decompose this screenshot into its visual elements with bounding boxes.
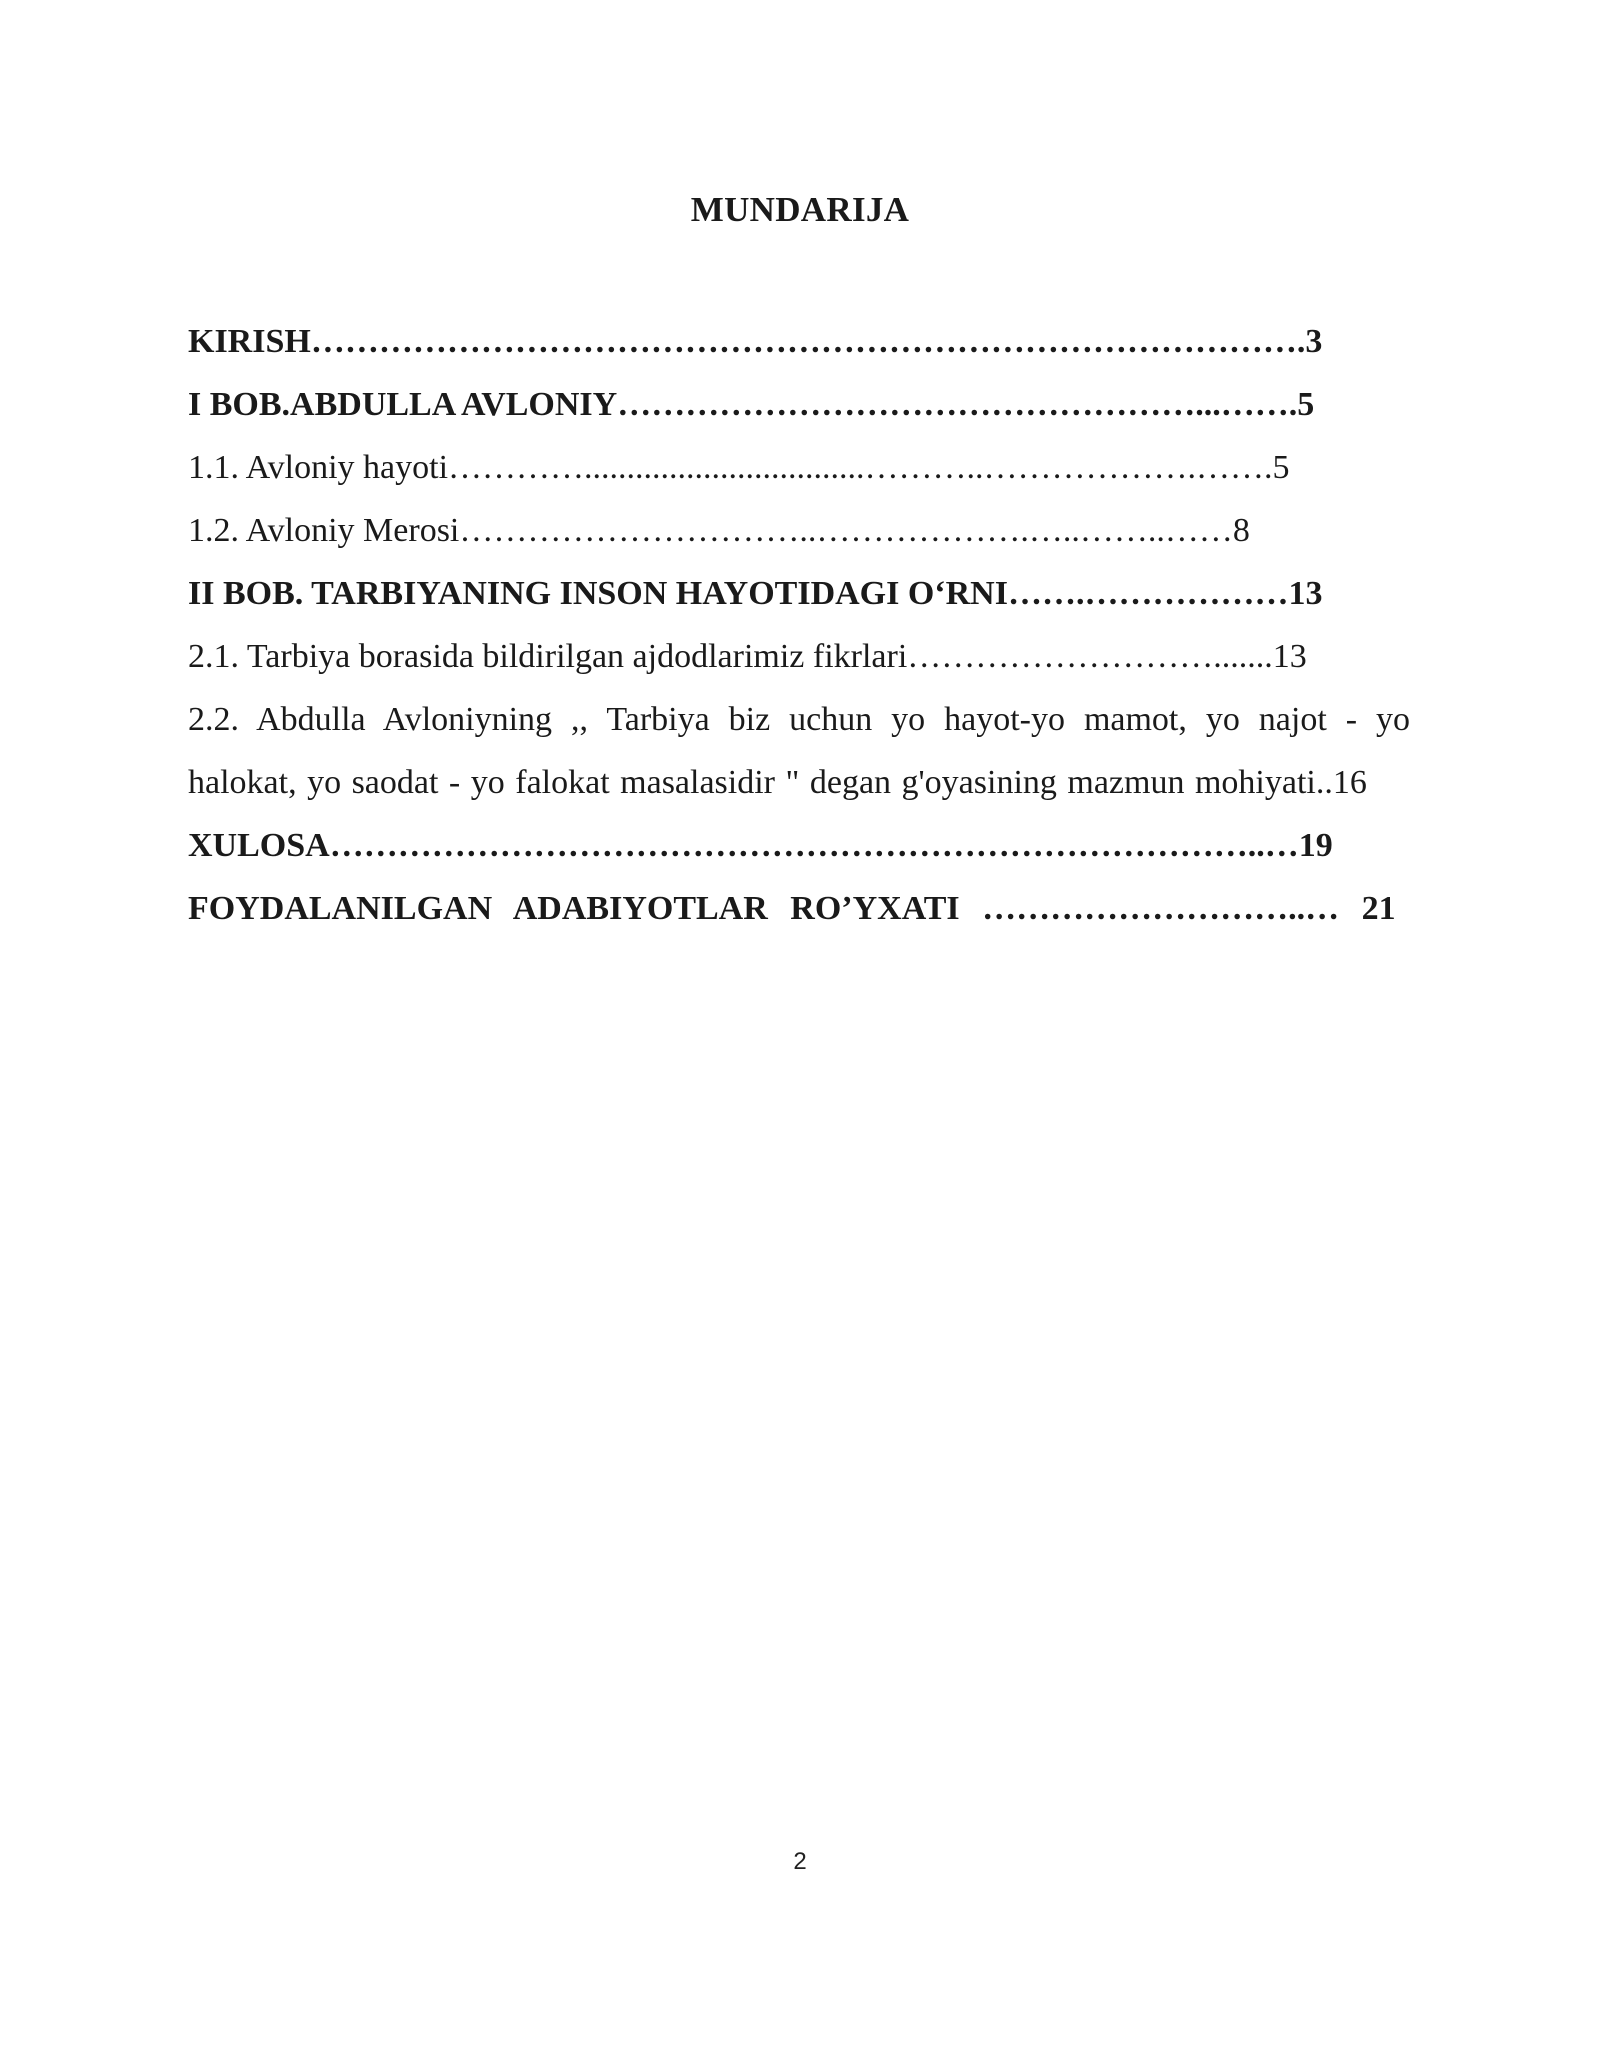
toc-entry-xulosa: XULOSA………………………………………………………………………..…19 [188, 827, 1333, 864]
toc-entry-section-1-2: 1.2. Avloniy Merosi…………………………..……………….…..……..……8 [188, 512, 1250, 549]
toc-entry-chapter-2: II BOB. TARBIYANING INSON HAYOTIDAGI O‘RNI…….………………13 [188, 575, 1323, 612]
toc-entry-section-1-1: 1.1. Avloniy hayoti………….................................………..……………….…….5 [188, 449, 1290, 486]
toc-entry-kirish: KIRISH…………………………………………………………………………….3 [188, 323, 1323, 360]
toc-title: MUNDARIJA [690, 190, 910, 229]
table-of-contents [188, 310, 1410, 940]
toc-entry-section-2-2: 2.2. Abdulla Avloniyning ,, Tarbiya biz uchun yo hayot-yo mamot, yo najot - yo halokat, yo saodat - yo falokat masalasidir " degan g'oyasining mazmun mohiyati..16 [188, 701, 1410, 801]
toc-entry-section-2-1: 2.1. Tarbiya borasida bildirilgan ajdodlarimiz fikrlari……………………….......13 [188, 638, 1307, 675]
page-number: 2 [793, 1848, 807, 1875]
toc-entry-chapter-1: I BOB.ABDULLA AVLONIY……………………………………………...…….5 [188, 386, 1315, 423]
toc-entry-bibliography: FOYDALANILGAN ADABIYOTLAR RO’YXATI ………………………..… 21 [188, 890, 1396, 927]
